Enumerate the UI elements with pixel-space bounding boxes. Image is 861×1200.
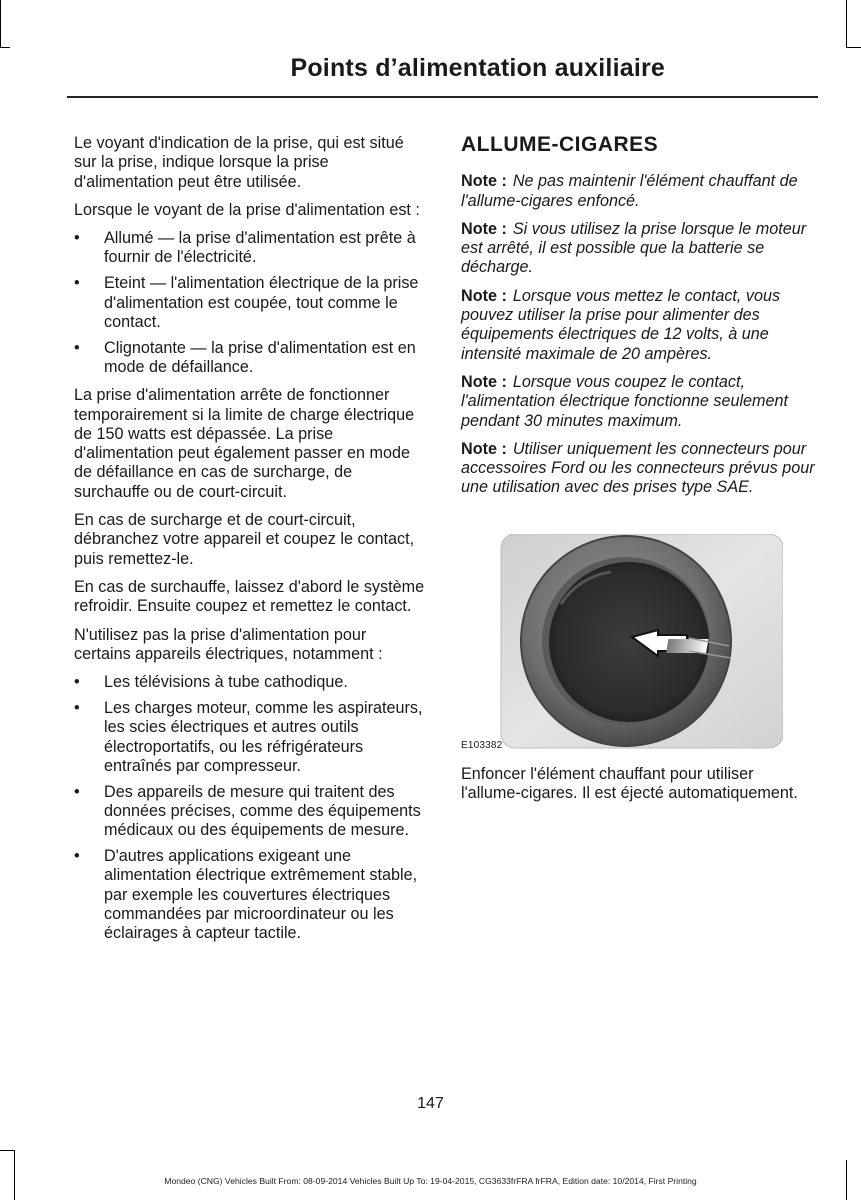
note: Note : Lorsque vous mettez le contact, vous pouvez utiliser la prise pour alimenter des équipements électriques de 12 volts, à une intensité maximale de 20 ampères.	[461, 286, 781, 363]
crop-mark-top-right-horizontal	[846, 47, 861, 48]
list-item: • D'autres applications exigeant une alimentation électrique extrêmement stable, par exemple les couvertures électriques commandées par microordinateur ou les éclairages à capteur tactile.	[74, 847, 418, 943]
page-title: Points d’alimentation auxiliaire	[290, 54, 665, 82]
figure-code: E103382	[461, 740, 503, 751]
cigar-lighter-illustration	[461, 534, 783, 750]
note: Note : Utiliser uniquement les connecteurs pour accessoires Ford ou les connecteurs prévus pour une utilisation avec des prises type SAE.	[461, 439, 815, 497]
paragraph-indicator: Le voyant d'indication de la prise, qui est situé sur la prise, indique lorsque la prise d'alimentation peut être utilisée.	[74, 134, 404, 191]
list-item: • Eteint — l'alimentation électrique de la prise d'alimentation est coupée, tout comme le contact.	[74, 274, 419, 331]
note: Note : Ne pas maintenir l'élément chauffant de l'allume-cigares enfoncé.	[461, 172, 798, 210]
page-number: 147	[417, 1095, 444, 1112]
paragraph-overload: La prise d'alimentation arrête de fonctionner temporairement si la limite de charge électrique de 150 watts est dépassée. La prise d'alimentation peut également passer en mode de défaillance en cas de surcharge, de surchauffe ou de court-circuit.	[74, 386, 415, 501]
crop-mark-bottom-left-vertical	[14, 1150, 15, 1200]
paragraph-short-circuit: En cas de surcharge et de court-circuit, débranchez votre appareil et coupez le contact, puis remettez-le.	[74, 511, 415, 568]
paragraph-lighter-usage: Enfoncer l'élément chauffant pour utiliser l'allume-cigares. Il est éjecté automatiquement.	[461, 765, 798, 803]
paragraph-warning: N'utilisez pas la prise d'alimentation pour certains appareils électriques, notamment :	[74, 625, 383, 663]
list-item: • Des appareils de mesure qui traitent des données précises, comme des équipements médicaux ou des équipements de mesure.	[74, 782, 421, 840]
bullet-icon: •	[74, 338, 80, 357]
bullet-icon: •	[74, 847, 80, 865]
indicator-state-list	[74, 229, 426, 377]
crop-mark-top-right	[846, 0, 847, 48]
right-column	[461, 134, 817, 507]
note: Note : Lorsque vous coupez le contact, l'alimentation électrique fonctionne seulement pendant 30 minutes maximum.	[461, 372, 789, 430]
crop-mark-bottom-left	[0, 1150, 14, 1151]
cigar-lighter-icon	[461, 534, 783, 750]
bullet-icon: •	[74, 274, 80, 293]
list-item: • Clignotante — la prise d'alimentation est en mode de défaillance.	[74, 338, 416, 376]
device-warning-list	[74, 673, 426, 943]
list-item: • Les charges moteur, comme les aspirateurs, les scies électriques et autres outils électroportatifs, ou les réfrigérateurs entraînés par compresseur.	[74, 698, 423, 775]
bullet-icon: •	[74, 698, 80, 717]
crop-mark-top-left	[0, 0, 1, 48]
note: Note : Si vous utilisez la prise lorsque le moteur est arrêté, il est possible que la batterie se décharge.	[461, 219, 807, 277]
paragraph-overheat: En cas de surchauffe, laissez d'abord le système refroidir. Ensuite coupez et remettez le contact.	[74, 577, 425, 616]
section-title: ALLUME-CIGARES	[461, 133, 659, 156]
crop-mark-top-left-horizontal	[0, 47, 10, 48]
bullet-icon: •	[74, 782, 80, 801]
list-item: • Les télévisions à tube cathodique.	[74, 673, 348, 692]
footer: Mondeo (CNG) Vehicles Built From: 08-09-2014 Vehicles Built Up To: 19-04-2015, CG3633frFRA frFRA, Edition date: 10/2014, First Printing	[164, 1176, 697, 1186]
bullet-icon: •	[74, 673, 80, 692]
list-item: • Allumé — la prise d'alimentation est prête à fournir de l'électricité.	[74, 229, 416, 267]
bullet-icon: •	[74, 229, 80, 248]
left-column	[74, 134, 426, 952]
paragraph-indicator-states: Lorsque le voyant de la prise d'alimentation est :	[74, 200, 420, 219]
header-divider	[67, 96, 818, 98]
